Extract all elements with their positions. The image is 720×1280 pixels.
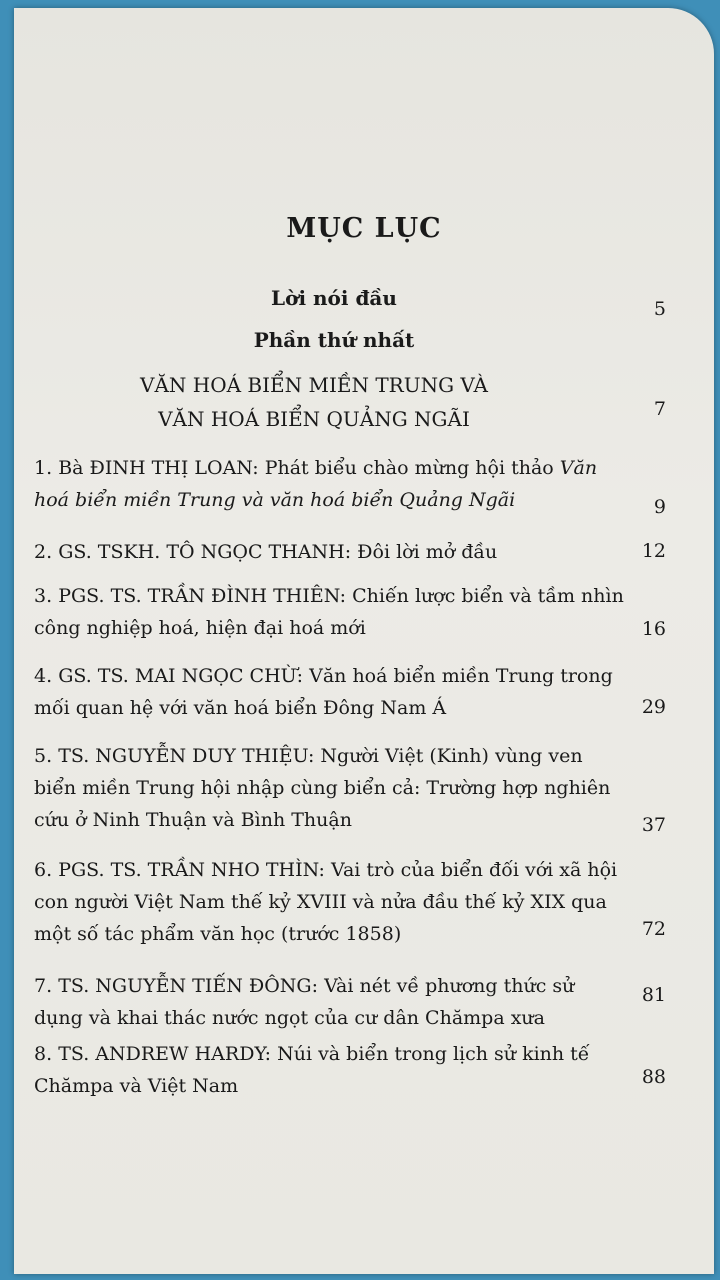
entry-page-2: 12 xyxy=(641,540,666,562)
toc-entry-4: 4. GS. TS. MAI NGỌC CHỪ: Văn hoá biển miền Trung trong mối quan hệ với văn hoá biển Đông Nam Á xyxy=(34,665,613,719)
entry-page-4: 29 xyxy=(641,696,666,718)
book-page xyxy=(14,8,714,1274)
entry-number: 7. xyxy=(34,975,53,997)
entry-number: 2. xyxy=(34,541,53,563)
entry-page-7: 81 xyxy=(641,984,666,1006)
entry-author: TS. NGUYỄN TIẾN ĐÔNG xyxy=(58,975,312,997)
toc-entry-6: 6. PGS. TS. TRẦN NHO THÌN: Vai trò của biển đối với xã hội con người Việt Nam thế kỷ XVIII và nửa đầu thế kỷ XIX qua một số tác phẩm văn học (trước 1858) xyxy=(34,859,618,945)
entry-text: Vai trò của biển đối với xã hội con người Việt Nam thế kỷ XVIII và nửa đầu thế kỷ XIX qua một số tác phẩm văn học (trước 1858) xyxy=(34,859,618,945)
entry-author: TS. NGUYỄN DUY THIỆU xyxy=(58,745,308,767)
toc-entry-5: 5. TS. NGUYỄN DUY THIỆU: Người Việt (Kinh) vùng ven biển miền Trung hội nhập cùng biển cả: Trường hợp nghiên cứu ở Ninh Thuận và Bình Thuận xyxy=(34,745,611,831)
entry-number: 4. xyxy=(34,665,53,687)
entry-author: PGS. TS. TRẦN ĐÌNH THIÊN xyxy=(58,585,340,607)
entry-text: Núi và biển trong lịch sử kinh tế Chămpa và Việt Nam xyxy=(34,1043,590,1097)
entry-number: 3. xyxy=(34,585,53,607)
entry-page-8: 88 xyxy=(641,1066,666,1088)
entry-author: Bà ĐINH THỊ LOAN xyxy=(58,457,253,479)
entry-number: 1. xyxy=(34,457,53,479)
entry-author: GS. TS. MAI NGỌC CHỪ xyxy=(58,665,297,687)
preface-page: 5 xyxy=(653,298,666,320)
entry-text: Phát biểu chào mừng hội thảo xyxy=(264,457,560,479)
entry-page-6: 72 xyxy=(641,918,666,940)
preface-label: Lời nói đầu xyxy=(271,286,397,310)
toc-title: MỤC LỤC xyxy=(286,213,442,244)
toc-entry-3: 3. PGS. TS. TRẦN ĐÌNH THIÊN: Chiến lược biển và tầm nhìn công nghiệp hoá, hiện đại hoá mới xyxy=(34,585,624,639)
entry-number: 6. xyxy=(34,859,53,881)
entry-page-5: 37 xyxy=(641,814,666,836)
section-title-line1: VĂN HOÁ BIỂN MIỀN TRUNG VÀ xyxy=(140,373,488,397)
toc-entry-1: 1. Bà ĐINH THỊ LOAN: Phát biểu chào mừng hội thảo Văn hoá biển miền Trung và văn hoá biển Quảng Ngãi xyxy=(34,457,598,511)
toc-entry-8: 8. TS. ANDREW HARDY: Núi và biển trong lịch sử kinh tế Chămpa và Việt Nam xyxy=(34,1043,590,1097)
entry-text: Đôi lời mở đầu xyxy=(357,541,498,563)
section-title-line2: VĂN HOÁ BIỂN QUẢNG NGÃI xyxy=(158,407,470,431)
entry-text: Chiến lược biển và tầm nhìn công nghiệp hoá, hiện đại hoá mới xyxy=(34,585,624,639)
toc-entry-2: 2. GS. TSKH. TÔ NGỌC THANH: Đôi lời mở đầu xyxy=(34,541,498,563)
entry-page-3: 16 xyxy=(641,618,666,640)
entry-number: 5. xyxy=(34,745,53,767)
entry-author: TS. ANDREW HARDY xyxy=(58,1043,265,1065)
entry-number: 8. xyxy=(34,1043,53,1065)
section-page: 7 xyxy=(653,398,666,420)
entry-text: Người Việt (Kinh) vùng ven biển miền Trung hội nhập cùng biển cả: Trường hợp nghiên cứu ở Ninh Thuận và Bình Thuận xyxy=(34,745,611,831)
entry-page-1: 9 xyxy=(653,496,666,518)
toc-entry-7: 7. TS. NGUYỄN TIẾN ĐÔNG: Vài nét về phương thức sử dụng và khai thác nước ngọt của cư dân Chămpa xưa xyxy=(34,975,575,1029)
entry-author: PGS. TS. TRẦN NHO THÌN xyxy=(58,859,319,881)
entry-text-italic: Văn hoá biển miền Trung và văn hoá biển Quảng Ngãi xyxy=(34,457,598,511)
entry-text: Vài nét về phương thức sử dụng và khai thác nước ngọt của cư dân Chămpa xưa xyxy=(34,975,575,1029)
part-label: Phần thứ nhất xyxy=(253,328,415,352)
entry-text: Văn hoá biển miền Trung trong mối quan hệ với văn hoá biển Đông Nam Á xyxy=(34,665,613,719)
entry-author: GS. TSKH. TÔ NGỌC THANH xyxy=(58,541,345,563)
